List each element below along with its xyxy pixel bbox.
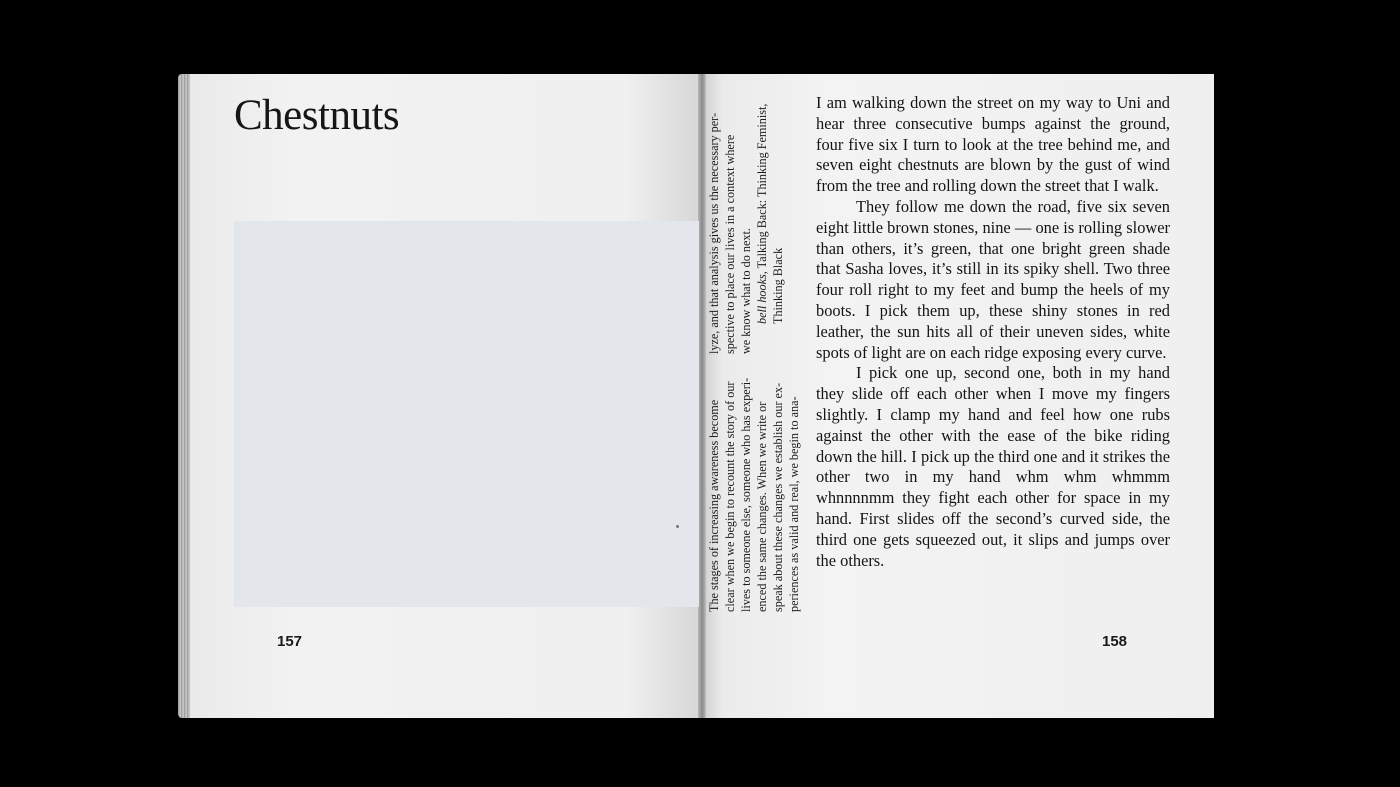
chapter-title: Chestnuts [234,92,400,139]
quote-column-1 [706,357,802,612]
quote-line: periences as valid and real, we begin to ana- [787,396,801,612]
book-gutter [698,74,706,718]
quote-column-2 [706,99,786,354]
quote-author: bell hooks, [755,271,769,324]
quote-work-title-cont: Thinking Black [771,247,785,324]
print-speck [676,525,679,528]
quote-line: we know what to do next. [739,228,753,354]
image-placeholder [234,221,699,607]
paragraph: They follow me down the road, five six seven eight little brown stones, nine — one is rolling slower than others, it’s green, that one bright green shade that Sasha loves, it’s still in its spiky shell. Two three four roll right to my feet and bump the heels of my boots. I pick them up, these shiny stones in red leather, the sun hits all of their uneven sides, white spots of light are on each ridge exposing every curve. [816,196,1170,362]
paragraph: I am walking down the street on my way to Uni and hear three consecutive bumps against the ground, four five six I turn to look at the tree behind me, and seven eight chestnuts are blown by the gust of wind from the tree and rolling down the street that I walk. [816,93,1170,196]
quote-source [754,99,770,354]
quote-line: lyze, and that analysis gives us the necessary per- [707,112,721,354]
page-number-right: 158 [1102,633,1128,650]
quote-line: spective to place our lives in a context where [723,134,737,354]
paragraph: I pick one up, second one, both in my hand they slide off each other when I move my fingers slightly. I clamp my hand and feel how one rubs against the other with the ease of the bike riding down the hill. I pick up the third one and it strikes the other two in my hand whm whm whmmm whnnnnmm they fight each other for space in my hand. First slides off the second’s curved side, the third one gets squeezed out, it slips and jumps over the others. [816,363,1170,570]
quote-line: enced the same changes. When we write or [755,401,769,612]
page-number-left: 157 [277,633,303,650]
quote-work-title: Talking Back: Thinking Feminist, [755,103,769,272]
quote-line: clear when we begin to recount the story of our [723,381,737,612]
quote-line: lives to someone else, someone who has experi- [739,377,753,612]
body-text [816,93,1170,571]
quote-line: speak about these changes we establish our ex- [771,382,785,612]
quote-line: The stages of increasing awareness become [707,399,721,612]
epigraph-quote [706,96,802,612]
